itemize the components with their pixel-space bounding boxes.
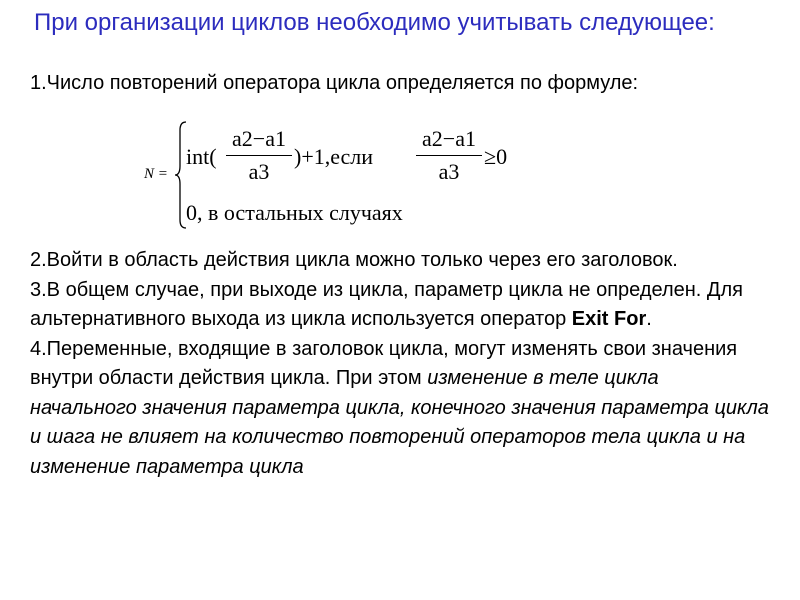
item-4-text: 4.Переменные, входящие в заголовок цикла, могут изменять свои значения внутри области действия цикла. При этом bbox=[30, 337, 738, 389]
item-2-text: 2.Войти в область действия цикла можно только через его заголовок. bbox=[30, 249, 678, 271]
formula-fraction bbox=[226, 126, 292, 185]
formula-lhs: N = bbox=[144, 166, 168, 182]
condition-denominator: a3 bbox=[438, 159, 460, 184]
item-3-text: 3.В общем случае, при выходе из цикла, параметр цикла не определен. Для альтернативного выхода из цикла используется оператор bbox=[30, 278, 743, 330]
formula-int-open: int( bbox=[186, 144, 217, 169]
condition-numerator: a2−a1 bbox=[422, 126, 476, 151]
item-3-suffix: . bbox=[646, 308, 652, 330]
slide-title: При организации циклов необходимо учитывать следующее: bbox=[34, 9, 715, 36]
item-4-paragraph bbox=[30, 335, 770, 483]
item-3-paragraph bbox=[30, 276, 770, 335]
formula-otherwise-case: 0, в остальных случаях bbox=[186, 200, 403, 225]
repeat-count-formula bbox=[140, 120, 540, 232]
item-1-text: 1.Число повторений оператора цикла определяется по формуле: bbox=[30, 72, 639, 94]
fraction-denominator: a3 bbox=[248, 159, 270, 184]
condition-fraction-bar bbox=[416, 155, 482, 156]
condition-fraction bbox=[416, 126, 482, 185]
exit-for-keyword: Exit For bbox=[571, 308, 647, 330]
condition-relation: ≥0 bbox=[484, 144, 508, 169]
fraction-numerator: a2−a1 bbox=[232, 126, 286, 151]
formula-plus-if: )+1,если bbox=[294, 144, 374, 169]
slide-body bbox=[30, 246, 770, 482]
item-4-italic-text: изменение в теле цикла начального значения параметра цикла, конечного значения параметра цикла и шага не влияет на количество повторений операторов тела цикла и на изменение параметра цикла bbox=[30, 367, 769, 478]
fraction-bar bbox=[226, 155, 292, 156]
